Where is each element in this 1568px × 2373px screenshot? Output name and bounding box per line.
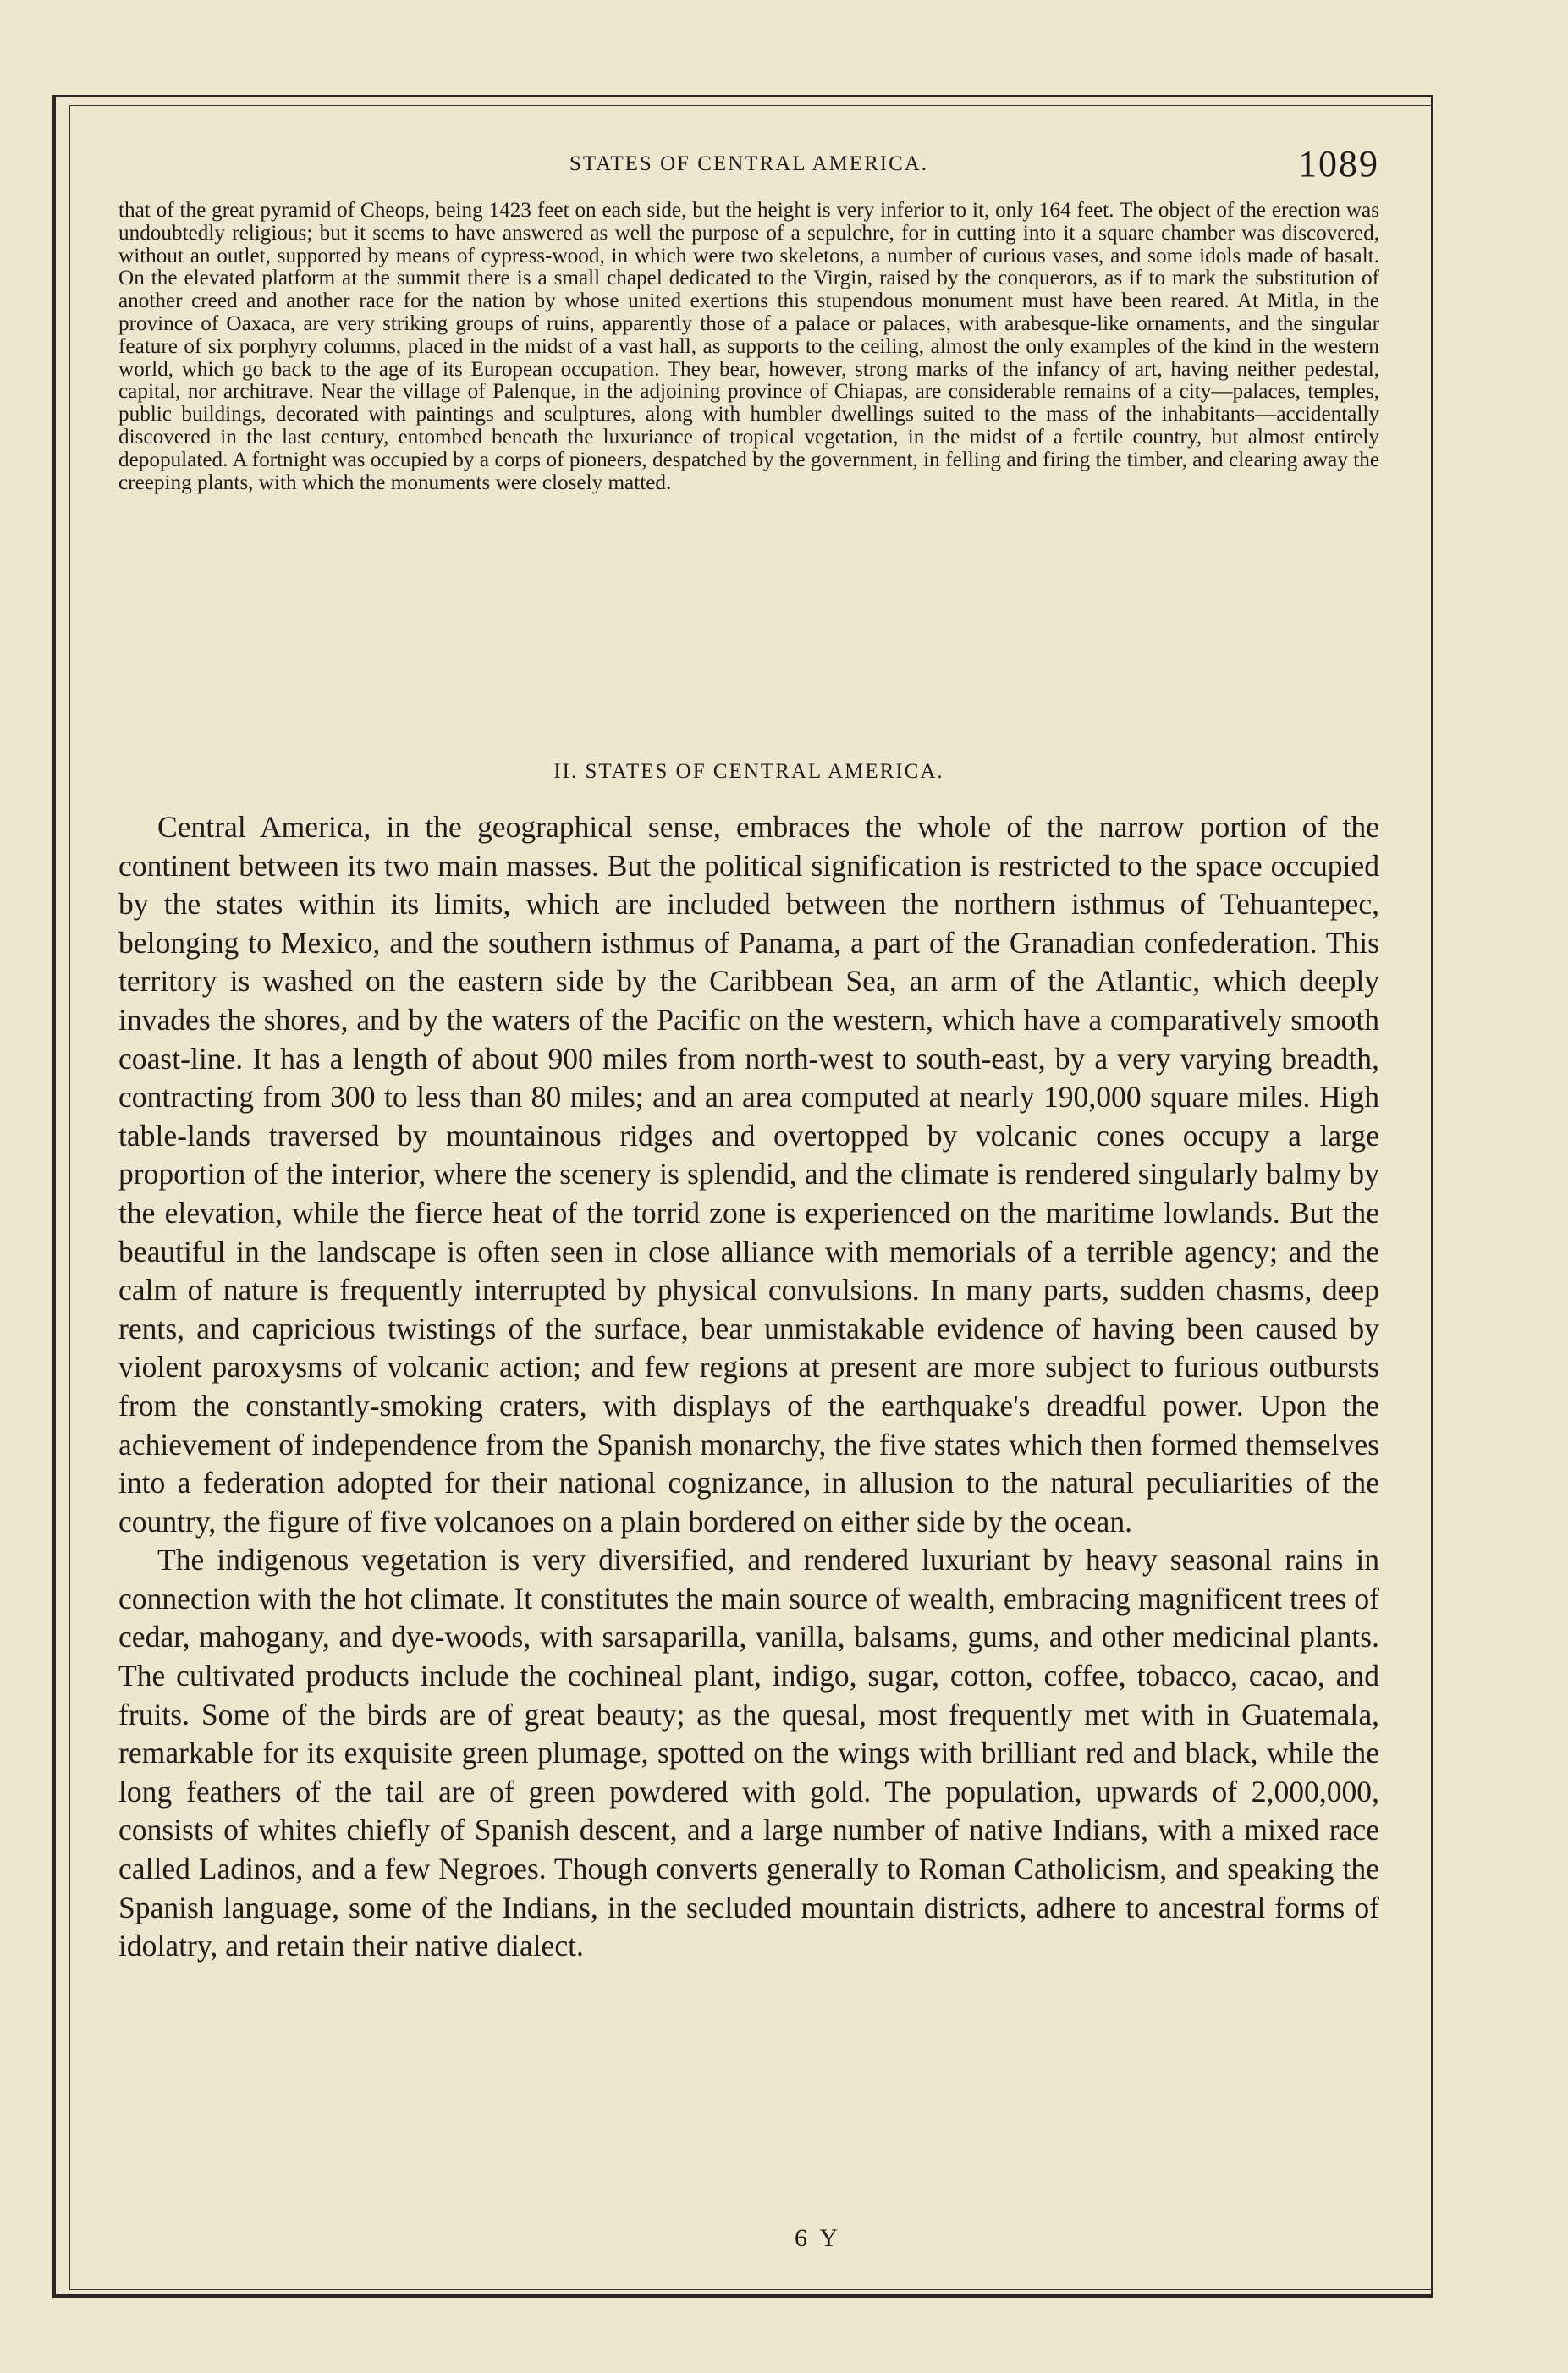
section-paragraph-2: The indigenous vegetation is very diversified, and rendered luxuriant by heavy seasonal rains in connection with the hot climate. It constitutes the main source of wealth, embracing magnificent trees of cedar, mahogany, and dye-woods, with sarsaparilla, vanilla, balsams, gums, and other medicinal plants. The cultivated products include the cochineal plant, indigo, sugar, cotton, coffee, tobacco, cacao, and fruits. Some of the birds are of great beauty; as the quesal, most frequently met with in Guatemala, remarkable for its exquisite green plumage, spotted on the wings with brilliant red and black, while the long feathers of the tail are of green powdered with gold. The population, upwards of 2,000,000, consists of whites chiefly of Spanish descent, and a large number of native Indians, with a mixed race called Ladinos, and a few Negroes. Though converts generally to Roman Catholicism, and speaking the Spanish language, some of the Indians, in the secluded mountain districts, adhere to ancestral forms of idolatry, and retain their native dialect. — [118, 1543, 1379, 1963]
page-number: 1089 — [1298, 143, 1379, 184]
running-title: STATES OF CENTRAL AMERICA. — [569, 152, 929, 175]
section-body — [118, 808, 1379, 1966]
section-paragraph-1: Central America, in the geographical sense, embraces the whole of the narrow portion of the continent between its two main masses. But the political signification is restricted to the space occupied by the states within its limits, which are included between the northern isthmus of Tehuantepec, belonging to Mexico, and the southern isthmus of Panama, a part of the Granadian confederation. This territory is washed on the eastern side by the Caribbean Sea, an arm of the Atlantic, which deeply invades the shores, and by the waters of the Pacific on the western, which have a comparatively smooth coast-line. It has a length of about 900 miles from north-west to south-east, by a very varying breadth, contracting from 300 to less than 80 miles; and an area computed at nearly 190,000 square miles. High table-lands traversed by mountainous ridges and overtopped by volcanic cones occupy a large proportion of the interior, where the scenery is splendid, and the climate is rendered singularly balmy by the elevation, while the fierce heat of the torrid zone is experienced on the maritime lowlands. But the beautiful in the landscape is often seen in close alliance with memorials of a terrible agency; and the calm of nature is frequently interrupted by physical convulsions. In many parts, sudden chasms, deep rents, and capricious twistings of the surface, bear unmistakable evidence of having been caused by violent paroxysms of volcanic action; and few regions at present are more subject to furious outbursts from the constantly-smoking craters, with displays of the earthquake's dreadful power. Upon the achievement of independence from the Spanish monarchy, the five states which then formed themselves into a federation adopted for their national cognizance, in allusion to the natural peculiarities of the country, the figure of five volcanoes on a plain bordered on either side by the ocean. — [118, 810, 1379, 1539]
section-heading: II. STATES OF CENTRAL AMERICA. — [553, 760, 944, 783]
intro-paragraph: that of the great pyramid of Cheops, being 1423 feet on each side, but the height is very inferior to it, only 164 feet. The object of the erection was undoubtedly religious; but it seems to have answered as well the purpose of a sepulchre, for in cutting into it a square chamber was discovered, without an outlet, supported by means of cypress-wood, in which were two skeletons, a number of curious vases, and some idols made of basalt. On the elevated platform at the summit there is a small chapel dedicated to the Virgin, raised by the conquerors, as if to mark the substitution of another creed and another race for the nation by whose united exertions this stupendous monument must have been reared. At Mitla, in the province of Oaxaca, are very striking groups of ruins, apparently those of a palace or palaces, with arabesque-like ornaments, and the singular feature of six porphyry columns, placed in the midst of a vast hall, as supports to the ceiling, almost the only examples of the kind in the western world, which go back to the age of its European occupation. They bear, however, strong marks of the infancy of art, having neither pedestal, capital, nor architrave. Near the village of Palenque, in the adjoining province of Chiapas, are considerable remains of a city—palaces, temples, public buildings, decorated with paintings and sculptures, along with humbler dwellings suited to the mass of the inhabitants—accidentally discovered in the last century, entombed beneath the luxuriance of tropical vegetation, in the midst of a fertile country, but almost entirely depopulated. A fortnight was occupied by a corps of pioneers, despatched by the government, in felling and firing the timber, and clearing away the creeping plants, with which the monuments were closely matted. — [118, 199, 1379, 494]
signature-mark: 6 Y — [794, 2224, 842, 2252]
page-header — [118, 142, 1379, 193]
